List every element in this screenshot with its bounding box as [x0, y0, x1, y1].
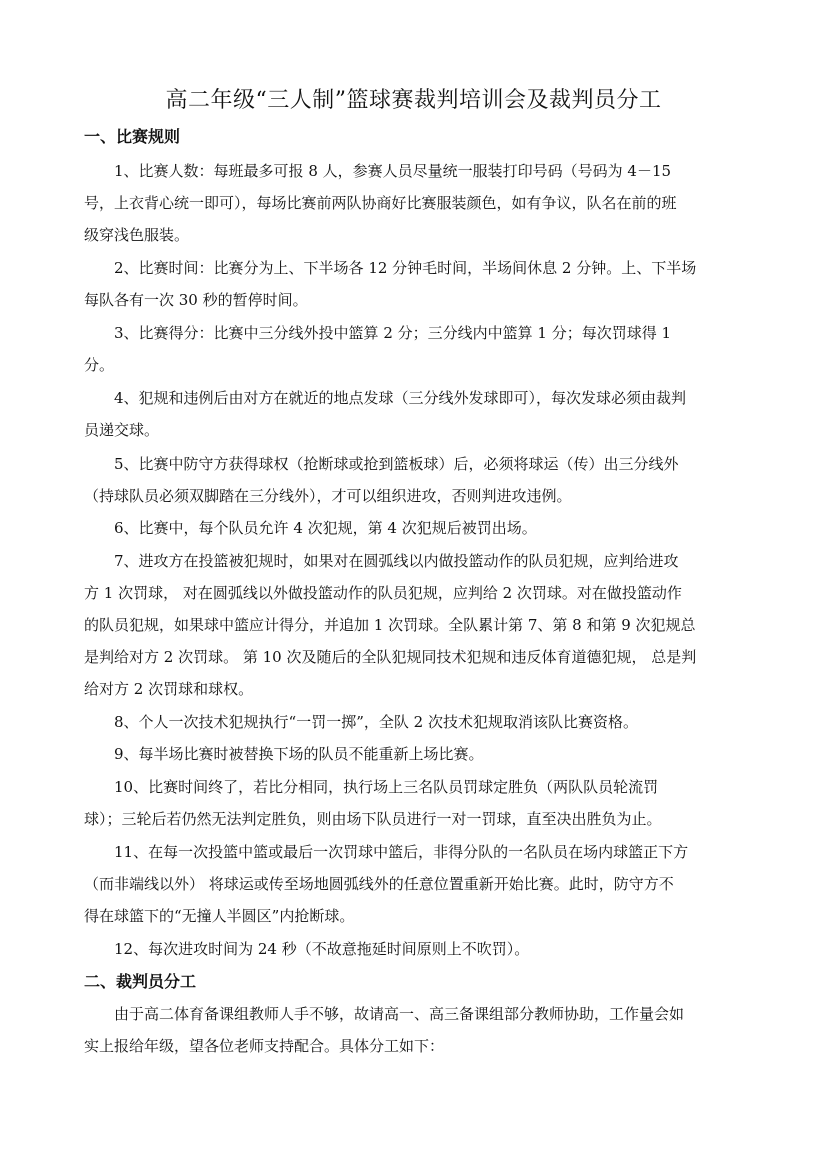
rule-7-line-3: 的队员犯规，如果球中篮应计得分，并追加 1 次罚球。全队累计第 7、第 8 和第 9 次犯规总	[84, 616, 696, 634]
rule-1-line-2: 号，上衣背心统一即可），每场比赛前两队协商好比赛服装颜色，如有争议，队名在前的班	[84, 194, 677, 212]
rule-paragraph-11	[84, 836, 744, 932]
rule-10-line-2: 球）；三轮后若仍然无法判定胜负，则由场下队员进行一对一罚球，直至决出胜负为止。	[84, 810, 662, 828]
rule-9-line-1: 9、每半场比赛时被替换下场的队员不能重新上场比赛。	[114, 745, 484, 763]
rule-4-line-1: 4、犯规和违例后由对方在就近的地点发球（三分线外发球即可），每次发球必须由裁判	[114, 389, 687, 407]
rule-12-line-1: 12、每次进攻时间为 24 秒（不故意拖延时间原则上不吹罚）。	[114, 940, 530, 958]
rule-3-line-2: 分。	[84, 356, 115, 374]
rule-1-line-3: 级穿浅色服装。	[84, 226, 190, 244]
referee-assignment-paragraph	[84, 998, 744, 1062]
rule-11-line-2: （而非端线以外） 将球运或传至场地圆弧线外的任意位置重新开始比赛。此时，防守方不	[84, 875, 674, 893]
rule-paragraph-1	[84, 155, 744, 251]
assignment-line-2: 实上报给年级，望各位老师支持配合。具体分工如下：	[84, 1037, 445, 1055]
rule-1-line-1: 1、比赛人数：每班最多可报 8 人，参赛人员尽量统一服装打印号码（号码为 4－15	[114, 162, 672, 180]
rule-3-line-1: 3、比赛得分：比赛中三分线外投中篮算 2 分；三分线内中篮算 1 分；每次罚球得 1	[114, 324, 672, 342]
rule-6-line-1: 6、比赛中，每个队员允许 4 次犯规，第 4 次犯规后被罚出场。	[114, 519, 537, 537]
rule-paragraph-8	[84, 706, 744, 738]
rule-paragraph-5	[84, 448, 744, 512]
rule-4-line-2: 员递交球。	[84, 421, 160, 439]
section-heading-rules: 一、比赛规则	[84, 127, 181, 146]
rule-11-line-1: 11、在每一次投篮中篮或最后一次罚球中篮后，非得分队的一名队员在场内球篮正下方	[114, 843, 689, 861]
rule-paragraph-6	[84, 512, 744, 544]
rule-7-line-1: 7、进攻方在投篮被犯规时，如果对在圆弧线以内做投篮动作的队员犯规，应判给进攻	[114, 552, 679, 570]
rule-paragraph-3	[84, 317, 744, 381]
rule-2-line-1: 2、比赛时间：比赛分为上、下半场各 12 分钟毛时间，半场间休息 2 分钟。上、下半场	[114, 259, 697, 277]
document-title: 高二年级“三人制”篮球赛裁判培训会及裁判员分工	[165, 88, 662, 113]
section-heading-referee-assignment: 二、裁判员分工	[84, 972, 197, 991]
assignment-line-1: 由于高二体育备课组教师人手不够，故请高一、高三备课组部分教师协助，工作量会如	[114, 1005, 685, 1023]
rule-paragraph-2	[84, 252, 744, 316]
rule-paragraph-4	[84, 382, 744, 446]
rule-7-line-5: 给对方 2 次罚球和球权。	[84, 680, 254, 698]
rule-paragraph-7	[84, 545, 744, 705]
rule-paragraph-10	[84, 771, 744, 835]
rule-5-line-1: 5、比赛中防守方获得球权（抢断球或抢到篮板球）后，必须将球运（传）出三分线外	[114, 455, 679, 473]
rule-paragraph-12	[84, 933, 744, 965]
rule-paragraph-9	[84, 738, 744, 770]
rule-8-line-1: 8、个人一次技术犯规执行“一罚一掷”，全队 2 次技术犯规取消该队比赛资格。	[114, 713, 638, 731]
rule-2-line-2: 每队各有一次 30 秒的暂停时间。	[84, 291, 308, 309]
rule-10-line-1: 10、比赛时间终了，若比分相同，执行场上三名队员罚球定胜负（两队队员轮流罚	[114, 778, 659, 796]
rule-7-line-4: 是判给对方 2 次罚球。 第 10 次及随后的全队犯规同技术犯规和违反体育道德犯规， 总是判	[84, 648, 697, 666]
rule-5-line-2: （持球队员必须双脚踏在三分线外），才可以组织进攻，否则判进攻违例。	[84, 487, 572, 505]
rule-7-line-2: 方 1 次罚球， 对在圆弧线以外做投篮动作的队员犯规，应判给 2 次罚球。对在做投篮动作	[84, 584, 682, 602]
rule-11-line-3: 得在球篮下的“无撞人半圆区”内抢断球。	[84, 907, 355, 925]
